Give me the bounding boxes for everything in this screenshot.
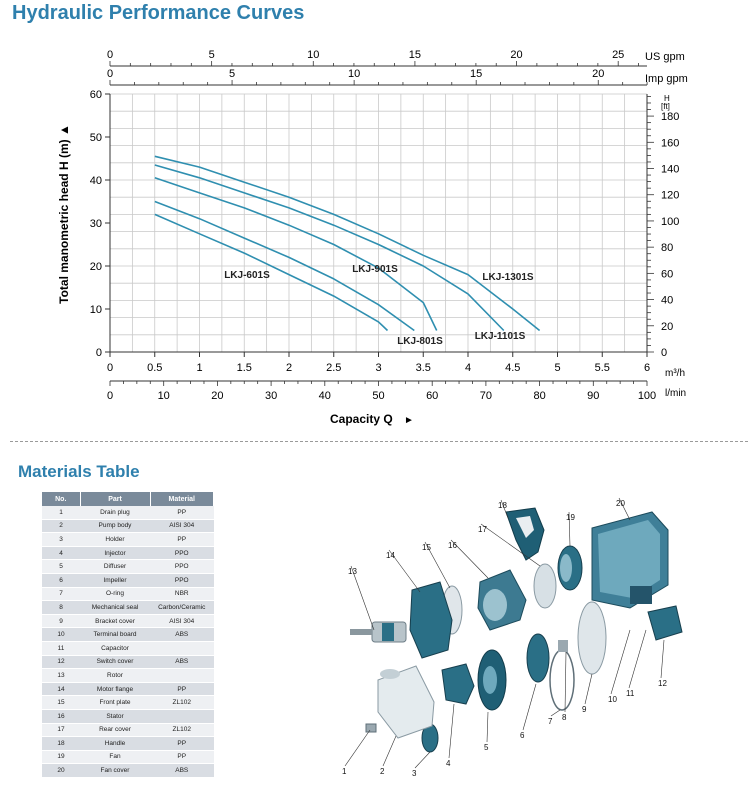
cell-no: 16 [42,709,80,723]
us-gpm-tick-label: 0 [106,49,114,61]
callout-number: 3 [412,769,417,778]
lmin-tick-label: 50 [372,390,385,402]
callout-number: 17 [478,525,487,534]
rotor-part [350,622,406,642]
impeller-part [527,634,549,682]
materials-table [42,492,214,778]
table-row [42,519,214,533]
callout-leader [551,710,560,716]
cell-no: 12 [42,655,80,669]
lmin-axis-label: l/min [665,388,687,399]
materials-header-row [42,492,214,506]
exploded-view-drawing [330,490,740,785]
m3h-tick-label: 4.5 [505,362,521,374]
callout-number: 2 [380,767,385,776]
cell-part: Front plate [80,696,150,710]
table-row [42,682,214,696]
cell-part: Capacitor [80,641,150,655]
cell-part: Drain plug [80,506,150,519]
cell-part: Fan [80,750,150,764]
injector-part [442,664,474,704]
cell-part: Impeller [80,573,150,587]
cell-material [150,709,214,723]
ft-tick-label: 120 [661,189,680,202]
m3h-tick-label: 3 [375,362,382,374]
lmin-tick-label: 70 [479,390,493,402]
lmin-tick-label: 90 [587,390,600,402]
callout-number: 6 [520,731,525,740]
header-part: Part [80,492,150,506]
cell-part: Rear cover [80,723,150,737]
imp-gpm-tick-label: 20 [592,68,605,80]
materials-title: Materials Table [18,462,140,481]
us-gpm-axis-label: US gpm [645,51,685,63]
m3h-tick-label: 4 [464,362,472,374]
ft-tick-label: 180 [661,111,680,124]
lmin-tick-label: 80 [533,390,546,402]
m3h-tick-label: 5.5 [594,362,610,374]
table-row [42,641,214,655]
m3h-axis-label: m³/h [665,368,685,379]
cell-no: 17 [42,723,80,737]
cell-no: 2 [42,519,80,533]
callout-leader [611,630,630,694]
x-axis-arrow: ► [404,415,414,426]
lmin-tick-label: 60 [426,390,439,402]
m3h-tick-label: 2 [285,362,293,374]
materials-body [42,506,214,777]
mechanical-seal-part [558,640,568,652]
drain-plug-part [366,724,376,732]
callout-leader [523,684,536,730]
us-gpm-tick-label: 15 [408,49,422,61]
diffuser-part [478,650,506,710]
fan-part [558,546,582,590]
m3h-tick-label: 5 [554,362,561,374]
callout-leader [629,630,646,688]
table-row [42,601,214,615]
cell-no: 5 [42,560,80,574]
y-tick-label: 0 [95,347,102,359]
series-line-lkj-1101s [155,165,504,331]
callout-number: 4 [446,759,451,768]
cell-material: PP [150,737,214,751]
lmin-tick-label: 20 [211,390,224,402]
o-ring-part [550,650,574,710]
ft-tick-label: 40 [661,294,674,307]
m3h-tick-label: 1 [196,362,203,374]
y-axis-label: Total manometric head H (m) ▲ [57,124,71,304]
callout-leader [383,736,396,766]
cell-material: AISI 304 [150,614,214,628]
ft-tick-label: 140 [661,163,680,176]
lmin-tick-label: 30 [264,390,278,402]
y-tick-label: 10 [89,304,102,316]
m3h-tick-label: 6 [643,362,651,374]
table-row [42,750,214,764]
callout-leader [565,652,566,712]
table-row [42,709,214,723]
callout-leader [585,674,592,704]
table-row [42,573,214,587]
cell-no: 6 [42,573,80,587]
cell-part: Injector [80,546,150,560]
rear-cover-part [534,564,556,608]
cell-no: 19 [42,750,80,764]
table-row [42,723,214,737]
table-row [42,696,214,710]
imp-gpm-tick-label: 5 [228,68,236,80]
table-row [42,614,214,628]
callout-number: 9 [582,705,587,714]
y-tick-label: 60 [89,89,102,101]
cell-part: Stator [80,709,150,723]
callout-number: 20 [616,499,625,508]
cell-part: Rotor [80,669,150,683]
series-line-lkj-901s [155,178,437,331]
callout-number: 5 [484,743,489,752]
cell-no: 9 [42,614,80,628]
cell-material: PPO [150,573,214,587]
callout-number: 13 [348,567,357,576]
callout-number: 1 [342,767,347,776]
table-row [42,533,214,547]
cell-material: ABS [150,628,214,642]
lmin-tick-label: 100 [637,390,657,402]
cell-material: ZL102 [150,723,214,737]
callout-number: 7 [548,717,553,726]
cell-material: PP [150,682,214,696]
pump-body-part [378,666,434,738]
cell-material: NBR [150,587,214,601]
y-tick-label: 40 [89,175,102,187]
ft-axis-label-bottom: [ft] [661,102,670,111]
m3h-tick-label: 0 [106,362,114,374]
cell-part: Terminal board [80,628,150,642]
callout-leader [415,752,430,768]
table-row [42,506,214,519]
y-tick-label: 50 [89,132,102,144]
callout-number: 18 [498,501,507,510]
cell-part: Mechanical seal [80,601,150,615]
y-tick-label: 20 [89,261,102,273]
header-material: Material [150,492,214,506]
table-row [42,655,214,669]
cell-material [150,641,214,655]
lmin-tick-label: 40 [318,390,331,402]
series-label-lkj-601s: LKJ-601S [224,270,270,281]
callout-number: 14 [386,551,395,560]
us-gpm-tick-label: 20 [510,49,523,61]
cell-part: Pump body [80,519,150,533]
series-label-lkj-1301s: LKJ-1301S [482,272,534,283]
callout-number: 12 [658,679,667,688]
m3h-tick-label: 3.5 [415,362,431,374]
m3h-tick-label: 2.5 [326,362,342,374]
imp-gpm-axis-label: Imp gpm [645,73,688,85]
cell-material [150,669,214,683]
page-title: Hydraulic Performance Curves [12,2,305,24]
callout-number: 16 [448,541,457,550]
table-row [42,628,214,642]
cell-no: 7 [42,587,80,601]
cell-material: Carbon/Ceramic [150,601,214,615]
table-row [42,737,214,751]
ft-tick-label: 60 [661,268,674,281]
header-no: No. [42,492,80,506]
callout-number: 19 [566,513,575,522]
callout-leader [345,730,370,766]
cell-part: O-ring [80,587,150,601]
cell-no: 3 [42,533,80,547]
ft-tick-label: 80 [661,242,674,255]
ft-tick-label: 160 [661,137,680,150]
us-gpm-tick-label: 10 [307,49,320,61]
lmin-tick-label: 10 [157,390,170,402]
cell-material: PP [150,750,214,764]
callout-leader [487,712,488,742]
cell-part: Motor flange [80,682,150,696]
section-divider [10,441,748,442]
ft-axis-label-top: H [664,94,670,103]
cell-material: ZL102 [150,696,214,710]
imp-gpm-tick-label: 0 [106,68,114,80]
imp-gpm-tick-label: 10 [347,68,361,80]
cell-material: PP [150,533,214,547]
cell-no: 18 [42,737,80,751]
callout-number: 15 [422,543,431,552]
imp-gpm-tick-label: 15 [470,68,483,80]
cell-no: 20 [42,764,80,778]
handle-part [506,508,544,560]
table-row [42,764,214,778]
cell-no: 15 [42,696,80,710]
cell-no: 1 [42,506,80,519]
series-label-lkj-1101s: LKJ-1101S [474,331,526,342]
x-axis-label: Capacity Q [330,412,393,426]
cell-no: 8 [42,601,80,615]
table-row [42,560,214,574]
lmin-tick-label: 0 [106,390,114,402]
table-row [42,669,214,683]
cell-material: PPO [150,546,214,560]
ft-tick-label: 100 [661,215,680,228]
m3h-tick-label: 0.5 [147,362,163,374]
callout-number: 8 [562,713,567,722]
callout-leader [449,704,454,758]
us-gpm-tick-label: 25 [612,49,625,61]
cell-no: 10 [42,628,80,642]
stator-part [478,570,526,630]
fan-cover-part [592,512,668,608]
cell-part: Switch cover [80,655,150,669]
cell-material: PP [150,506,214,519]
table-row [42,587,214,601]
y-tick-label: 30 [89,218,102,230]
bracket-cover-part [578,602,606,674]
cell-no: 11 [42,641,80,655]
cell-material: PPO [150,560,214,574]
cell-material: ABS [150,655,214,669]
cell-part: Handle [80,737,150,751]
cell-no: 14 [42,682,80,696]
cell-part: Diffuser [80,560,150,574]
series-label-lkj-901s: LKJ-901S [352,264,398,275]
cell-part: Bracket cover [80,614,150,628]
ft-tick-label: 20 [661,320,674,333]
ft-tick-label: 0 [661,347,668,359]
us-gpm-tick-label: 5 [208,49,215,61]
callout-leader [661,640,664,678]
callout-number: 11 [626,689,635,698]
cell-no: 13 [42,669,80,683]
cell-no: 4 [42,546,80,560]
callout-number: 10 [608,695,617,704]
cell-part: Fan cover [80,764,150,778]
cell-material: ABS [150,764,214,778]
cell-part: Holder [80,533,150,547]
m3h-tick-label: 1.5 [236,362,252,374]
cell-material: AISI 304 [150,519,214,533]
series-label-lkj-801s: LKJ-801S [397,336,443,347]
switch-cover-part [648,606,682,640]
table-row [42,546,214,560]
